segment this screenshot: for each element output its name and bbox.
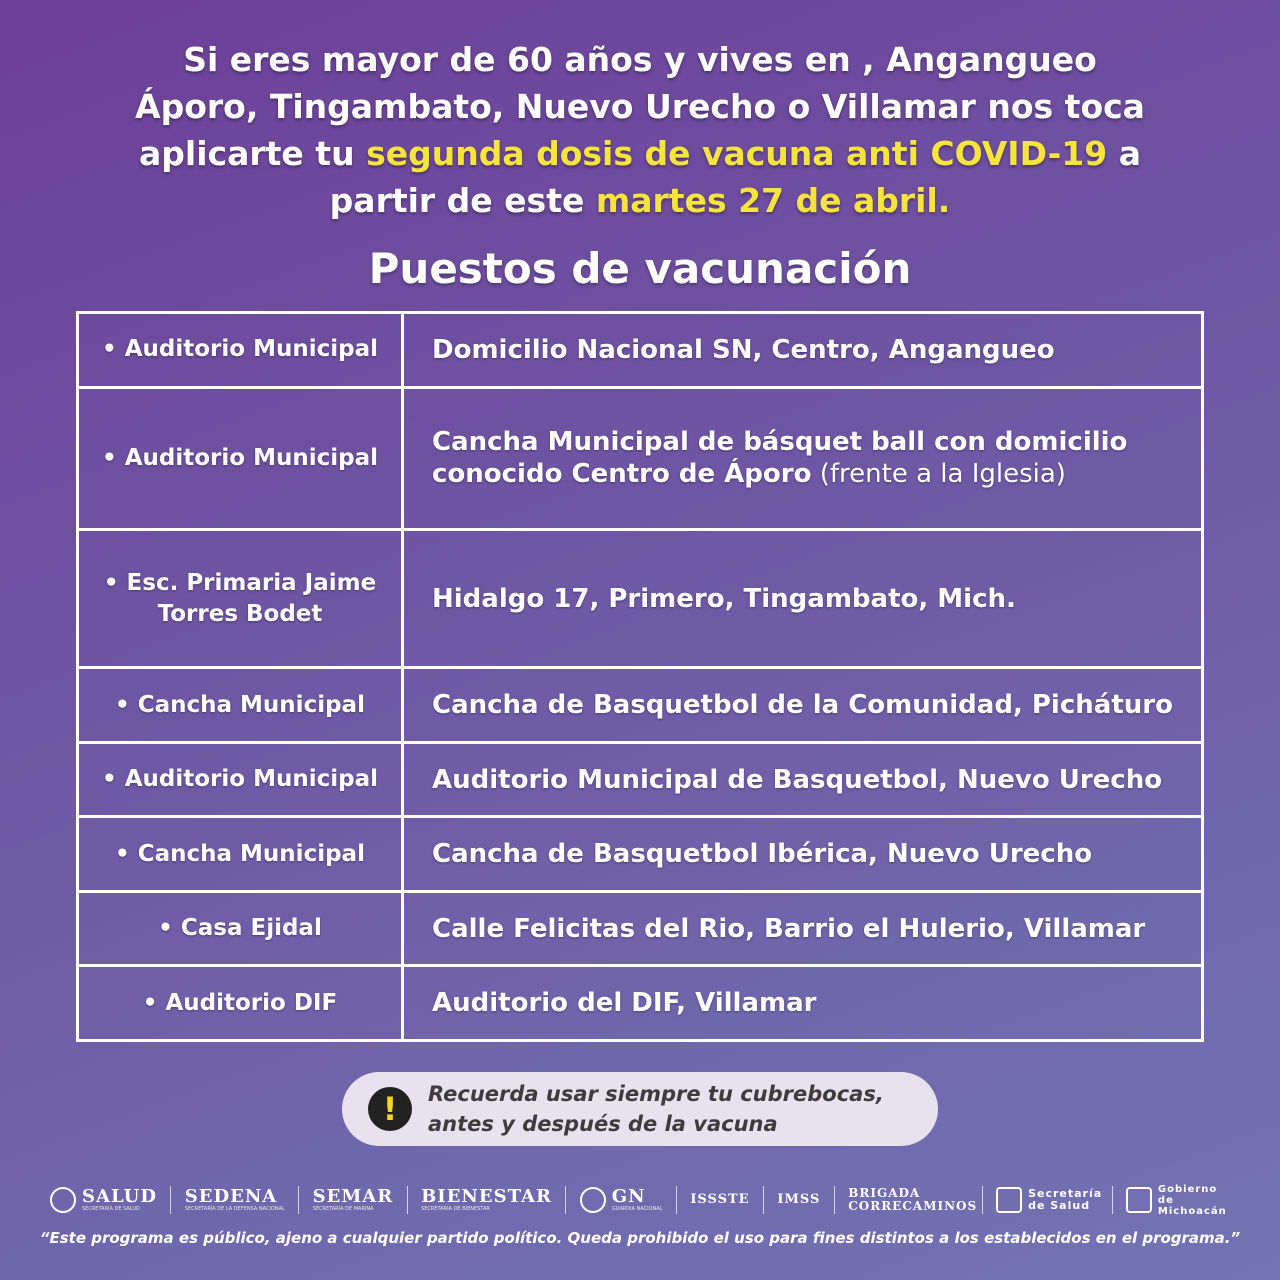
logo-divider: [676, 1186, 677, 1214]
section-title: Puestos de vacunación: [368, 244, 912, 293]
dose-highlight: segunda dosis de vacuna anti COVID-19: [366, 134, 1108, 173]
site-address: Auditorio del DIF, Villamar: [403, 966, 1203, 1041]
site-place: • Cancha Municipal: [78, 817, 403, 892]
gn-logo: GN GUARDIA NACIONAL: [580, 1187, 663, 1213]
table-row: [78, 742, 1203, 817]
logo-divider: [1112, 1186, 1113, 1214]
shield-icon: [996, 1187, 1022, 1213]
site-address-note: (frente a la Iglesia): [811, 459, 1066, 490]
imss-logo: IMSS: [777, 1192, 821, 1207]
site-place: • Auditorio Municipal: [78, 313, 403, 388]
salud-logo: SALUD SECRETARÍA DE SALUD: [50, 1187, 157, 1213]
site-place: • Auditorio Municipal: [78, 742, 403, 817]
legal-disclaimer: “Este programa es público, ajeno a cualquier partido político. Queda prohibido el uso para fines distintos a los establecidos en el programa.”: [39, 1229, 1241, 1247]
site-place: • Casa Ejidal: [78, 891, 403, 966]
site-place: • Auditorio Municipal: [78, 387, 403, 530]
gobierno-michoacan-logo: Gobierno de Michoacán: [1126, 1184, 1230, 1217]
reminder-text: Recuerda usar siempre tu cubrebocas, antes y después de la vacuna: [428, 1082, 884, 1136]
site-address: Cancha Municipal de básquet ball con domicilio conocido Centro de Áporo (frente a la Iglesia): [403, 387, 1203, 530]
headline-line-3: aplicarte tu segunda dosis de vacuna anti COVID-19 a: [139, 134, 1141, 173]
headline: [60, 36, 1220, 224]
brigada-correcaminos-logo: BRIGADA CORRECAMINOS: [848, 1186, 978, 1213]
logo-divider: [834, 1186, 835, 1214]
table-row: [78, 313, 1203, 388]
facemask-reminder: [342, 1072, 938, 1146]
logo-divider: [763, 1186, 764, 1214]
seal-icon: [580, 1187, 606, 1213]
logo-divider: [298, 1186, 299, 1214]
vaccination-sites-table: [76, 311, 1204, 1042]
headline-line-1: Si eres mayor de 60 años y vives en , Angangueo: [183, 40, 1097, 79]
site-address: Cancha de Basquetbol de la Comunidad, Picháturo: [403, 668, 1203, 743]
sedena-logo: SEDENA SECRETARÍA DE LA DEFENSA NACIONAL: [184, 1186, 285, 1212]
issste-logo: ISSSTE: [690, 1192, 750, 1207]
site-place: • Esc. Primaria Jaime Torres Bodet: [78, 530, 403, 668]
table-row: [78, 966, 1203, 1041]
site-place: • Cancha Municipal: [78, 668, 403, 743]
date-highlight: martes 27 de abril.: [595, 181, 951, 220]
shield-icon: [1126, 1187, 1152, 1213]
table-row: [78, 387, 1203, 530]
table-row: [78, 668, 1203, 743]
site-place: • Auditorio DIF: [78, 966, 403, 1041]
seal-icon: [50, 1187, 76, 1213]
site-address: Auditorio Municipal de Basquetbol, Nuevo Urecho: [403, 742, 1203, 817]
table-row: [78, 530, 1203, 668]
headline-line-4: partir de este martes 27 de abril.: [329, 181, 951, 220]
site-address: Domicilio Nacional SN, Centro, Angangueo: [403, 313, 1203, 388]
site-address: Hidalgo 17, Primero, Tingambato, Mich.: [403, 530, 1203, 668]
table-row: [78, 817, 1203, 892]
semar-logo: SEMAR SECRETARÍA DE MARINA: [312, 1186, 394, 1212]
site-address: Cancha de Basquetbol Ibérica, Nuevo Urecho: [403, 817, 1203, 892]
bienestar-logo: BIENESTAR SECRETARÍA DE BIENESTAR: [421, 1186, 552, 1212]
headline-line-2: Áporo, Tingambato, Nuevo Urecho o Villamar nos toca: [135, 87, 1145, 126]
logo-divider: [170, 1186, 171, 1214]
table-row: [78, 891, 1203, 966]
logo-divider: [407, 1186, 408, 1214]
logo-divider: [565, 1186, 566, 1214]
logo-divider: [982, 1186, 983, 1214]
exclamation-icon: !: [368, 1087, 412, 1131]
institution-logos: [50, 1178, 1230, 1222]
secretaria-salud-logo: Secretaría de Salud: [996, 1187, 1098, 1213]
site-address: Calle Felicitas del Rio, Barrio el Hulerio, Villamar: [403, 891, 1203, 966]
